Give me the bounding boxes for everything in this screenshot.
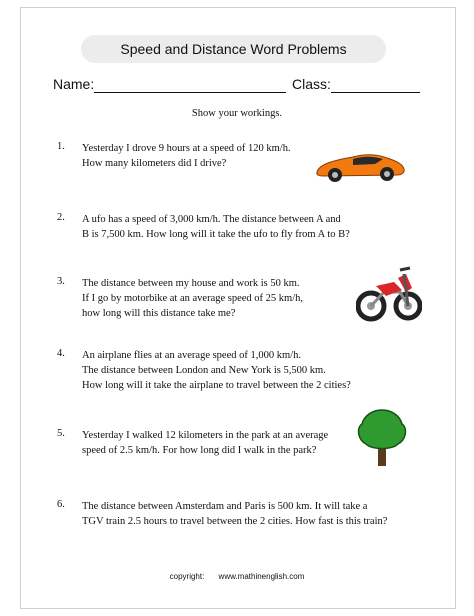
name-answer-line [94,92,286,93]
question-2-number: 2. [57,212,65,223]
motorbike-icon [356,262,422,324]
question-2-text: A ufo has a speed of 3,000 km/h. The distance between A and B is 7,500 km. How long will it take the ufo to fly from A to B? [82,214,350,240]
sports-car-icon [313,148,407,184]
name-label: Name: [53,76,95,92]
class-answer-line [331,92,420,93]
question-3-number: 3. [57,276,65,287]
question-5-number: 5. [57,428,65,439]
class-label: Class: [292,76,331,92]
question-4-text: An airplane flies at an average speed of 1,000 km/h. The distance between London and New York is 5,500 km. How long will it take the airplane to travel between the 2 cities? [82,350,351,391]
question-5-text: Yesterday I walked 12 kilometers in the park at an average speed of 2.5 km/h. For how long did I walk in the park? [82,430,329,456]
site-link[interactable]: www.mathinenglish.com [218,572,305,581]
question-1-text: Yesterday I drove 9 hours at a speed of 120 km/h. How many kilometers did I drive? [82,143,291,169]
worksheet-title: Speed and Distance Word Problems [81,35,386,63]
instructions: Show your workings. [191,108,283,119]
question-6-text: The distance between Amsterdam and Paris is 500 km. It will take a TGV train 2.5 hours to travel between the 2 cities. How fast is this train? [82,501,388,527]
tree-icon [356,408,408,468]
footer [0,572,474,581]
question-6-number: 6. [57,499,65,510]
question-3-text: The distance between my house and work is 50 km. If I go by motorbike at an average speed of 25 km/h, how long will this distance take me? [82,278,304,319]
question-4-number: 4. [57,348,65,359]
question-1-number: 1. [57,141,65,152]
copyright-label: copyright: [169,572,205,581]
